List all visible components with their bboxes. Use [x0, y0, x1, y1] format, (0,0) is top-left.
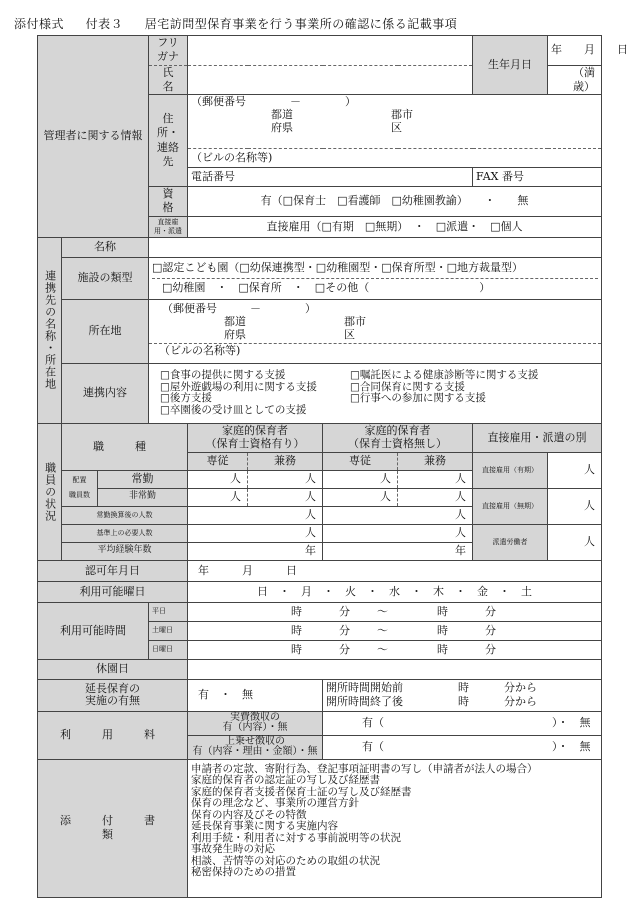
qualified-fte[interactable]: 人	[188, 506, 323, 524]
partner-name-label: 名称	[62, 237, 149, 257]
attachment-item: 家庭的保育者支援者保育士証の写し及び経歴書	[191, 785, 412, 798]
partner-address-field[interactable]	[149, 299, 602, 363]
unqualified-concurrent-parttime[interactable]: 人	[398, 488, 473, 506]
job-type-label: 職 種	[62, 423, 188, 470]
cooperation-item: □食事の提供に関する支援	[160, 369, 286, 382]
extended-care-options[interactable]: 有 ・ 無	[188, 679, 323, 711]
facility-type-label: 施設の類型	[62, 257, 149, 299]
extra-charge-label: 上乗せ徴収の 有（内容・理由・金額）・無	[188, 735, 323, 759]
form-header	[14, 15, 457, 32]
facility-type-line-1: □認定こども園（□幼保連携型・□幼稚園型・□保育所型・□地方裁量型）	[152, 261, 598, 278]
unqualified-fulltime-regular[interactable]: 人	[323, 470, 398, 488]
direct-open-count[interactable]: 人	[548, 488, 602, 524]
table-label: 付表３	[85, 17, 124, 31]
attachments-list	[188, 759, 602, 897]
available-days-label: 利用可能曜日	[38, 581, 188, 602]
attachment-item: 申請者の定款、寄附行為、登記事項証明書の写し（申請者が法人の場合）	[191, 762, 538, 775]
fee-label: 利 用 料	[38, 711, 188, 759]
required-label: 基準上の必要人数	[62, 524, 188, 542]
form-title: 居宅訪問型保育事業を行う事業所の確認に係る記載事項	[144, 17, 458, 31]
attachment-item: 保育の内容及びその特徴	[191, 808, 307, 821]
cooperation-item: □行事への参加に関する支援	[350, 392, 486, 405]
partner-postal-code: （郵便番号 － ）	[162, 301, 317, 315]
attachment-item: 利用手続・利用者に対する事前説明等の状況	[191, 831, 402, 844]
unqualified-caregiver-header: 家庭的保育者 （保育士資格無し）	[323, 423, 473, 452]
phone-field[interactable]	[188, 168, 473, 187]
cooperation-item: □合同保育に関する支援	[350, 380, 465, 393]
cooperation-item: □後方支援	[160, 392, 212, 405]
cooperation-label: 連携内容	[62, 363, 149, 423]
furigana-field[interactable]	[188, 36, 473, 66]
sunday-hours-field[interactable]: 時 分 ～ 時 分	[188, 640, 602, 659]
partner-location-label: 所在地	[62, 299, 149, 363]
address-label: 住所・連絡先	[149, 95, 188, 187]
furigana-label: フリガナ	[149, 36, 188, 66]
direct-fixed-count[interactable]: 人	[548, 452, 602, 488]
approval-date-label: 認可年月日	[38, 560, 188, 581]
qualified-required[interactable]: 人	[188, 524, 323, 542]
name-label: 氏 名	[149, 65, 188, 95]
qualified-avg-years[interactable]: 年	[188, 542, 323, 560]
unqualified-avg-years[interactable]: 年	[323, 542, 473, 560]
cooperation-item: □嘱託医による健康診断等に関する支援	[350, 369, 539, 382]
concurrent-header: 兼務	[248, 452, 323, 470]
age-field[interactable]: （満 歳）	[548, 65, 602, 95]
facility-type-options[interactable]	[149, 257, 602, 299]
staff-section-label: 職員の状況	[38, 423, 62, 560]
unqualified-fulltime-parttime[interactable]: 人	[323, 488, 398, 506]
employment-label: 直接雇用・派遣	[149, 216, 188, 237]
weekday-label: 平日	[149, 602, 188, 621]
extended-hours-field[interactable]: 開所時間開始前 時 分から 開所時間終了後 時 分から	[323, 679, 602, 711]
unqualified-required[interactable]: 人	[323, 524, 473, 542]
attachments-label: 添 付 書 類	[38, 759, 188, 897]
saturday-label: 土曜日	[149, 621, 188, 640]
employment-type-header: 直接雇用・派遣の別	[473, 423, 602, 452]
approval-date-field[interactable]: 年 月 日	[188, 560, 602, 581]
qualified-concurrent-parttime[interactable]: 人	[248, 488, 323, 506]
fte-label: 常勤換算後の人数	[62, 506, 188, 524]
extra-charge-field[interactable]: 有（ ）・ 無	[323, 735, 602, 759]
cooperation-item: □屋外遊戯場の利用に関する支援	[160, 380, 317, 393]
name-field[interactable]	[188, 65, 473, 95]
holiday-field[interactable]	[188, 659, 602, 679]
qualification-options[interactable]: 有（□保育士 □看護師 □幼稚園教諭） ・ 無	[188, 187, 602, 217]
postal-code: （郵便番号 － ）	[191, 95, 357, 109]
weekday-hours-field[interactable]: 時 分 ～ 時 分	[188, 602, 602, 621]
available-hours-label: 利用可能時間	[38, 602, 149, 659]
birthdate-label: 生年月日	[473, 36, 548, 95]
direct-fixed-label: 直接雇用（有期）	[473, 452, 548, 488]
unqualified-fte[interactable]: 人	[323, 506, 473, 524]
cooperation-left-list	[160, 370, 350, 416]
available-days-options[interactable]: 日 ・ 月 ・ 火 ・ 水 ・ 木 ・ 金 ・ 土	[188, 581, 602, 602]
avg-years-label: 平均経験年数	[62, 542, 188, 560]
unqualified-concurrent-regular[interactable]: 人	[398, 470, 473, 488]
birthdate-field[interactable]: 年 月 日	[548, 36, 602, 66]
building-name-field[interactable]: （ビルの名称等)	[188, 149, 602, 168]
prefecture-label: 都道 府県	[271, 108, 294, 135]
cooperation-right-list	[350, 370, 538, 416]
attachment-item: 事故発生時の対応	[191, 843, 276, 856]
dispatch-label: 派遣労働者	[473, 524, 548, 560]
fulltime-header: 専従	[188, 452, 248, 470]
actual-cost-label: 実費徴収の 有（内容）・無	[188, 711, 323, 735]
partner-name-field[interactable]	[149, 237, 602, 257]
attachment-item: 相談、苦情等の対応のための取組の状況	[191, 854, 381, 867]
employment-options[interactable]: 直接雇用（□有期 □無期） ・ □派遣・ □個人	[188, 216, 602, 237]
qualified-concurrent-regular[interactable]: 人	[248, 470, 323, 488]
extended-care-label: 延長保育の 実施の有無	[38, 679, 188, 711]
partner-building-name: （ビルの名称等)	[149, 343, 601, 358]
manager-address-field[interactable]	[188, 95, 602, 149]
assign-staff-label: 配置 職員数	[62, 470, 98, 506]
qualified-caregiver-header: 家庭的保育者 （保育士資格有り）	[188, 423, 323, 452]
direct-open-label: 直接雇用（無期）	[473, 488, 548, 524]
regular-label: 常勤	[98, 470, 188, 488]
form-table	[37, 35, 629, 898]
partner-prefecture-label: 都道 府県	[224, 315, 247, 341]
holiday-label: 休園日	[38, 659, 188, 679]
dispatch-count[interactable]: 人	[548, 524, 602, 560]
facility-type-line-2: □幼稚園 ・ □保育所 ・ □その他（ ）	[162, 280, 491, 294]
cooperation-item: □卒園後の受け皿としての支援	[160, 403, 307, 416]
partner-city-label: 郡市 区	[344, 315, 367, 341]
partner-section-label: 連携先の名称・所在地	[38, 237, 62, 423]
cooperation-options[interactable]	[149, 363, 602, 423]
actual-cost-field[interactable]: 有（ ）・ 無	[323, 711, 602, 735]
manager-section-label: 管理者に関する情報	[38, 36, 149, 238]
concurrent-header: 兼務	[398, 452, 473, 470]
fulltime-header: 専従	[323, 452, 398, 470]
fax-label: FAX 番号	[476, 170, 524, 184]
attachment-item: 保育の理念など、事業所の運営方針	[191, 797, 360, 810]
fax-field[interactable]	[473, 168, 602, 187]
attachment-item: 家庭的保育者の認定証の写し及び経歴書	[191, 774, 381, 787]
city-label: 郡市 区	[391, 108, 414, 135]
phone-label: 電話番号	[191, 170, 236, 184]
attachment-item: 延長保育事業に関する実施内容	[191, 820, 339, 833]
qualified-fulltime-parttime[interactable]: 人	[188, 488, 248, 506]
qualified-fulltime-regular[interactable]: 人	[188, 470, 248, 488]
qualification-label: 資 格	[149, 187, 188, 217]
sunday-label: 日曜日	[149, 640, 188, 659]
attachment-item: 秘密保持のための措置	[191, 866, 297, 879]
form-label: 添付様式	[14, 17, 65, 31]
part-time-label: 非常勤	[98, 488, 188, 506]
saturday-hours-field[interactable]: 時 分 ～ 時 分	[188, 621, 602, 640]
